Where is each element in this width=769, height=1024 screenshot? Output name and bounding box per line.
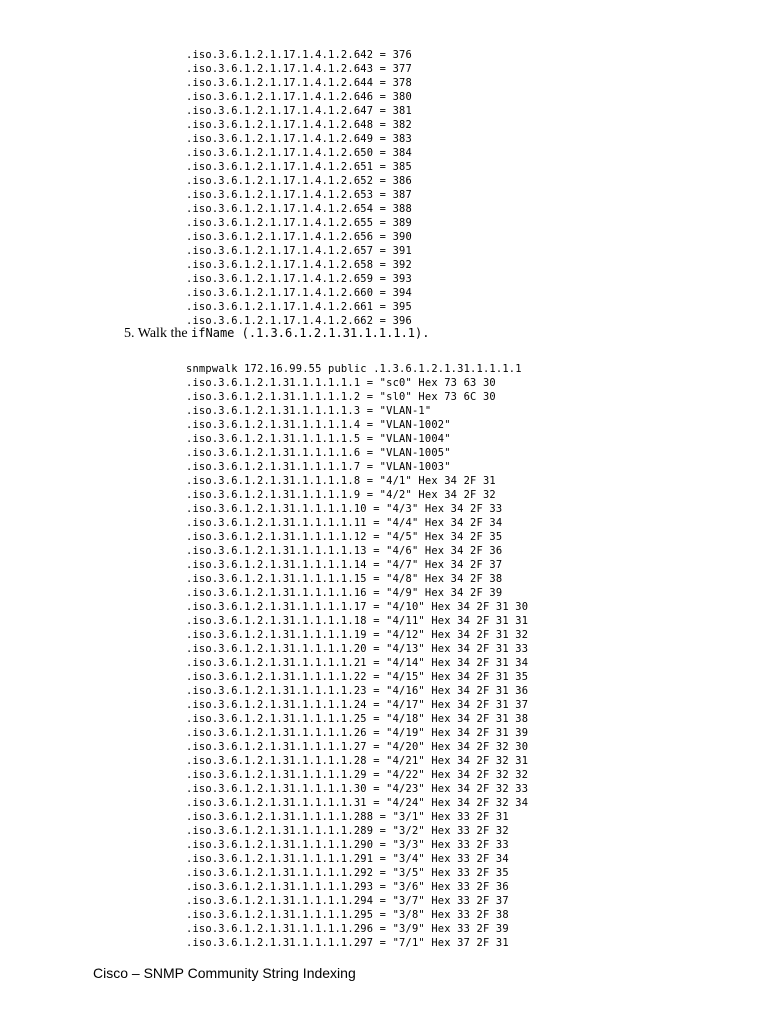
code-line: .iso.3.6.1.2.1.17.1.4.1.2.646 = 380 (186, 91, 412, 103)
code-line: .iso.3.6.1.2.1.31.1.1.1.1.294 = "3/7" Hex 33 2F 37 (186, 895, 509, 907)
code-line: .iso.3.6.1.2.1.31.1.1.1.1.6 = "VLAN-1005" (186, 447, 451, 459)
code-line: .iso.3.6.1.2.1.17.1.4.1.2.659 = 393 (186, 273, 412, 285)
code-line: .iso.3.6.1.2.1.31.1.1.1.1.10 = "4/3" Hex 34 2F 33 (186, 503, 503, 515)
code-line: .iso.3.6.1.2.1.31.1.1.1.1.27 = "4/20" Hex 34 2F 32 30 (186, 741, 529, 753)
code-line: .iso.3.6.1.2.1.31.1.1.1.1.9 = "4/2" Hex 34 2F 32 (186, 489, 496, 501)
code-line: .iso.3.6.1.2.1.31.1.1.1.1.11 = "4/4" Hex 34 2F 34 (186, 517, 503, 529)
code-line: .iso.3.6.1.2.1.31.1.1.1.1.297 = "7/1" Hex 37 2F 31 (186, 937, 509, 949)
code-line: .iso.3.6.1.2.1.17.1.4.1.2.647 = 381 (186, 105, 412, 117)
code-line: .iso.3.6.1.2.1.31.1.1.1.1.21 = "4/14" Hex 34 2F 31 34 (186, 657, 529, 669)
code-line: .iso.3.6.1.2.1.17.1.4.1.2.658 = 392 (186, 259, 412, 271)
code-line: .iso.3.6.1.2.1.17.1.4.1.2.655 = 389 (186, 217, 412, 229)
code-line: .iso.3.6.1.2.1.31.1.1.1.1.291 = "3/4" Hex 33 2F 34 (186, 853, 509, 865)
code-line: .iso.3.6.1.2.1.31.1.1.1.1.1 = "sc0" Hex 73 63 30 (186, 377, 496, 389)
code-line: .iso.3.6.1.2.1.31.1.1.1.1.20 = "4/13" Hex 34 2F 31 33 (186, 643, 529, 655)
object-name: ifName (191, 326, 235, 340)
code-line: .iso.3.6.1.2.1.31.1.1.1.1.16 = "4/9" Hex 34 2F 39 (186, 587, 503, 599)
code-line: .iso.3.6.1.2.1.31.1.1.1.1.5 = "VLAN-1004" (186, 433, 451, 445)
code-line: .iso.3.6.1.2.1.31.1.1.1.1.293 = "3/6" Hex 33 2F 36 (186, 881, 509, 893)
code-line: .iso.3.6.1.2.1.31.1.1.1.1.15 = "4/8" Hex 34 2F 38 (186, 573, 503, 585)
code-line: .iso.3.6.1.2.1.17.1.4.1.2.657 = 391 (186, 245, 412, 257)
code-line: .iso.3.6.1.2.1.17.1.4.1.2.648 = 382 (186, 119, 412, 131)
code-line: .iso.3.6.1.2.1.31.1.1.1.1.30 = "4/23" Hex 34 2F 32 33 (186, 783, 529, 795)
code-line: .iso.3.6.1.2.1.17.1.4.1.2.662 = 396 (186, 315, 412, 327)
code-line: .iso.3.6.1.2.1.17.1.4.1.2.652 = 386 (186, 175, 412, 187)
code-line: .iso.3.6.1.2.1.31.1.1.1.1.19 = "4/12" Hex 34 2F 31 32 (186, 629, 529, 641)
page-footer: Cisco – SNMP Community String Indexing (93, 965, 356, 981)
code-line: .iso.3.6.1.2.1.31.1.1.1.1.2 = "sl0" Hex 73 6C 30 (186, 391, 496, 403)
code-line: .iso.3.6.1.2.1.31.1.1.1.1.292 = "3/5" Hex 33 2F 35 (186, 867, 509, 879)
code-line: .iso.3.6.1.2.1.31.1.1.1.1.7 = "VLAN-1003" (186, 461, 451, 473)
code-line: .iso.3.6.1.2.1.17.1.4.1.2.654 = 388 (186, 203, 412, 215)
code-line: .iso.3.6.1.2.1.31.1.1.1.1.28 = "4/21" Hex 34 2F 32 31 (186, 755, 529, 767)
code-line: .iso.3.6.1.2.1.17.1.4.1.2.650 = 384 (186, 147, 412, 159)
code-line: .iso.3.6.1.2.1.31.1.1.1.1.14 = "4/7" Hex 34 2F 37 (186, 559, 503, 571)
code-line: .iso.3.6.1.2.1.31.1.1.1.1.8 = "4/1" Hex 34 2F 31 (186, 475, 496, 487)
code-line: .iso.3.6.1.2.1.31.1.1.1.1.17 = "4/10" Hex 34 2F 31 30 (186, 601, 529, 613)
code-line: .iso.3.6.1.2.1.31.1.1.1.1.12 = "4/5" Hex 34 2F 35 (186, 531, 503, 543)
code-line: .iso.3.6.1.2.1.31.1.1.1.1.295 = "3/8" Hex 33 2F 38 (186, 909, 509, 921)
code-line: .iso.3.6.1.2.1.31.1.1.1.1.288 = "3/1" Hex 33 2F 31 (186, 811, 509, 823)
code-line: .iso.3.6.1.2.1.17.1.4.1.2.651 = 385 (186, 161, 412, 173)
code-line: .iso.3.6.1.2.1.31.1.1.1.1.22 = "4/15" Hex 34 2F 31 35 (186, 671, 529, 683)
code-line: .iso.3.6.1.2.1.31.1.1.1.1.4 = "VLAN-1002" (186, 419, 451, 431)
oid-text: (.1.3.6.1.2.1.31.1.1.1.1). (234, 326, 430, 340)
code-line: .iso.3.6.1.2.1.17.1.4.1.2.643 = 377 (186, 63, 412, 75)
snmp-output-block-1 (186, 48, 412, 328)
code-line: .iso.3.6.1.2.1.31.1.1.1.1.13 = "4/6" Hex 34 2F 36 (186, 545, 503, 557)
code-line: .iso.3.6.1.2.1.17.1.4.1.2.642 = 376 (186, 49, 412, 61)
code-line: .iso.3.6.1.2.1.17.1.4.1.2.656 = 390 (186, 231, 412, 243)
code-line: snmpwalk 172.16.99.55 public .1.3.6.1.2.1.31.1.1.1.1 (186, 363, 522, 375)
code-line: .iso.3.6.1.2.1.17.1.4.1.2.660 = 394 (186, 287, 412, 299)
code-line: .iso.3.6.1.2.1.31.1.1.1.1.18 = "4/11" Hex 34 2F 31 31 (186, 615, 529, 627)
code-line: .iso.3.6.1.2.1.17.1.4.1.2.661 = 395 (186, 301, 412, 313)
code-line: .iso.3.6.1.2.1.31.1.1.1.1.29 = "4/22" Hex 34 2F 32 32 (186, 769, 529, 781)
code-line: .iso.3.6.1.2.1.31.1.1.1.1.3 = "VLAN-1" (186, 405, 432, 417)
code-line: .iso.3.6.1.2.1.17.1.4.1.2.649 = 383 (186, 133, 412, 145)
code-line: .iso.3.6.1.2.1.31.1.1.1.1.296 = "3/9" Hex 33 2F 39 (186, 923, 509, 935)
snmp-output-block-2 (186, 362, 528, 950)
code-line: .iso.3.6.1.2.1.31.1.1.1.1.25 = "4/18" Hex 34 2F 31 38 (186, 713, 529, 725)
code-line: .iso.3.6.1.2.1.31.1.1.1.1.23 = "4/16" Hex 34 2F 31 36 (186, 685, 529, 697)
code-line: .iso.3.6.1.2.1.31.1.1.1.1.26 = "4/19" Hex 34 2F 31 39 (186, 727, 529, 739)
code-line: .iso.3.6.1.2.1.17.1.4.1.2.644 = 378 (186, 77, 412, 89)
code-line: .iso.3.6.1.2.1.31.1.1.1.1.31 = "4/24" Hex 34 2F 32 34 (186, 797, 529, 809)
code-line: .iso.3.6.1.2.1.31.1.1.1.1.289 = "3/2" Hex 33 2F 32 (186, 825, 509, 837)
code-line: .iso.3.6.1.2.1.31.1.1.1.1.24 = "4/17" Hex 34 2F 31 37 (186, 699, 529, 711)
code-line: .iso.3.6.1.2.1.17.1.4.1.2.653 = 387 (186, 189, 412, 201)
step-5-heading (124, 326, 429, 342)
code-line: .iso.3.6.1.2.1.31.1.1.1.1.290 = "3/3" Hex 33 2F 33 (186, 839, 509, 851)
step-5-prefix: 5. Walk the (124, 326, 192, 341)
